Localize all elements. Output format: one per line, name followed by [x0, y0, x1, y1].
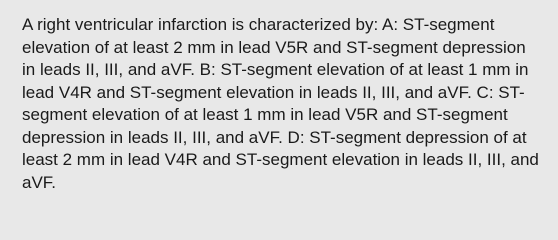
question-text: A right ventricular infarction is characterized by: A: ST-segment elevation of at least 2 mm in lead V5R and ST-segment depression in leads II, III, and aVF. B: ST-segment elevation of at least 1 mm in lead V4R and ST-segment elevation in leads II, III, and aVF. C: ST-segment elevation of at least 1 mm in lead V5R and ST-segment depression in leads II, III, and aVF. D: ST-segment depression of at least 2 mm in lead V4R and ST-segment elevation in leads II, III, and aVF.	[22, 15, 539, 192]
